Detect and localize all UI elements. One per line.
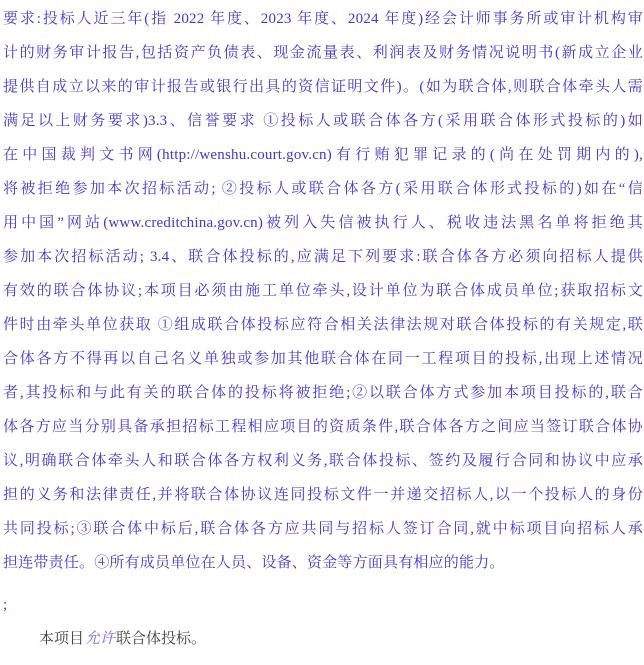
body-text-line: 提供自成立以来的审计报告或银行出具的资信证明文件)。(如为联合体,则联合体牵头人需: [3, 79, 643, 95]
body-text-line: 体各方应当分别具备承担招标工程相应项目的资质条件,联合体各方之间应当签订联合体协: [3, 419, 643, 435]
body-text-line: 参加本次招标活动; 3.4、联合体投标的,应满足下列要求:联合体各方必须向招标人提供: [3, 249, 643, 265]
body-text-line: 担连带责任。④所有成员单位在人员、设备、资金等方面具有相应的能力。: [3, 555, 505, 571]
tender-requirements-paragraph: [3, 2, 643, 580]
body-text-line: 有效的联合体协议;本项目必须由施工单位牵头,设计单位为联合体成员单位;获取招标文: [3, 283, 643, 299]
separator-semicolon: ;: [3, 597, 8, 613]
body-text-line: 共同投标;③联合体中标后,联合体各方应共同与招标人签订合同,就中标项目向招标人承: [3, 521, 643, 537]
body-text-line: 用中国”网站(www.creditchina.gov.cn)被列入失信被执行人、税收违法黑名单将拒绝其: [3, 215, 643, 231]
closing-statement: [3, 622, 643, 656]
closing-suffix: 联合体投标。: [116, 631, 207, 647]
body-text-line: 担的义务和法律责任,并将联合体协议连同投标文件一并递交招标人,以一个投标人的身份: [3, 487, 643, 503]
body-text-line: 者,其投标和与此有关的联合体的投标将被拒绝;②以联合体方式参加本项目投标的,联合: [3, 385, 643, 401]
body-text-line: 将被拒绝参加本次招标活动; ②投标人或联合体各方(采用联合体形式投标的)如在“信: [3, 181, 643, 197]
body-text-line: 要求:投标人近三年(指 2022 年度、2023 年度、2024 年度)经会计师事务所或审计机构审: [3, 11, 643, 27]
body-text-line: 在中国裁判文书网(http://wenshu.court.gov.cn)有行贿犯罪记录的(尚在处罚期内的),: [3, 147, 643, 163]
body-text-line: 计的财务审计报告,包括资产负债表、现金流量表、利润表及财务情况说明书(新成立企业: [3, 45, 643, 61]
body-text-line: 满足以上财务要求)3.3、信誉要求 ①投标人或联合体各方(采用联合体形式投标的)如: [3, 113, 643, 129]
body-text-line: 合体各方不得再以自己名义单独或参加其他联合体在同一工程项目的投标,出现上述情况: [3, 351, 643, 367]
body-text-line: 议,明确联合体牵头人和联合体各方权利义务,联合体投标、签约及履行合同和协议中应承: [3, 453, 643, 469]
closing-emphasis: 允许: [85, 631, 116, 647]
closing-prefix: 本项目: [39, 631, 85, 647]
body-text-line: 件时由牵头单位获取 ①组成联合体投标应符合相关法律法规对联合体投标的有关规定,联: [3, 317, 643, 333]
